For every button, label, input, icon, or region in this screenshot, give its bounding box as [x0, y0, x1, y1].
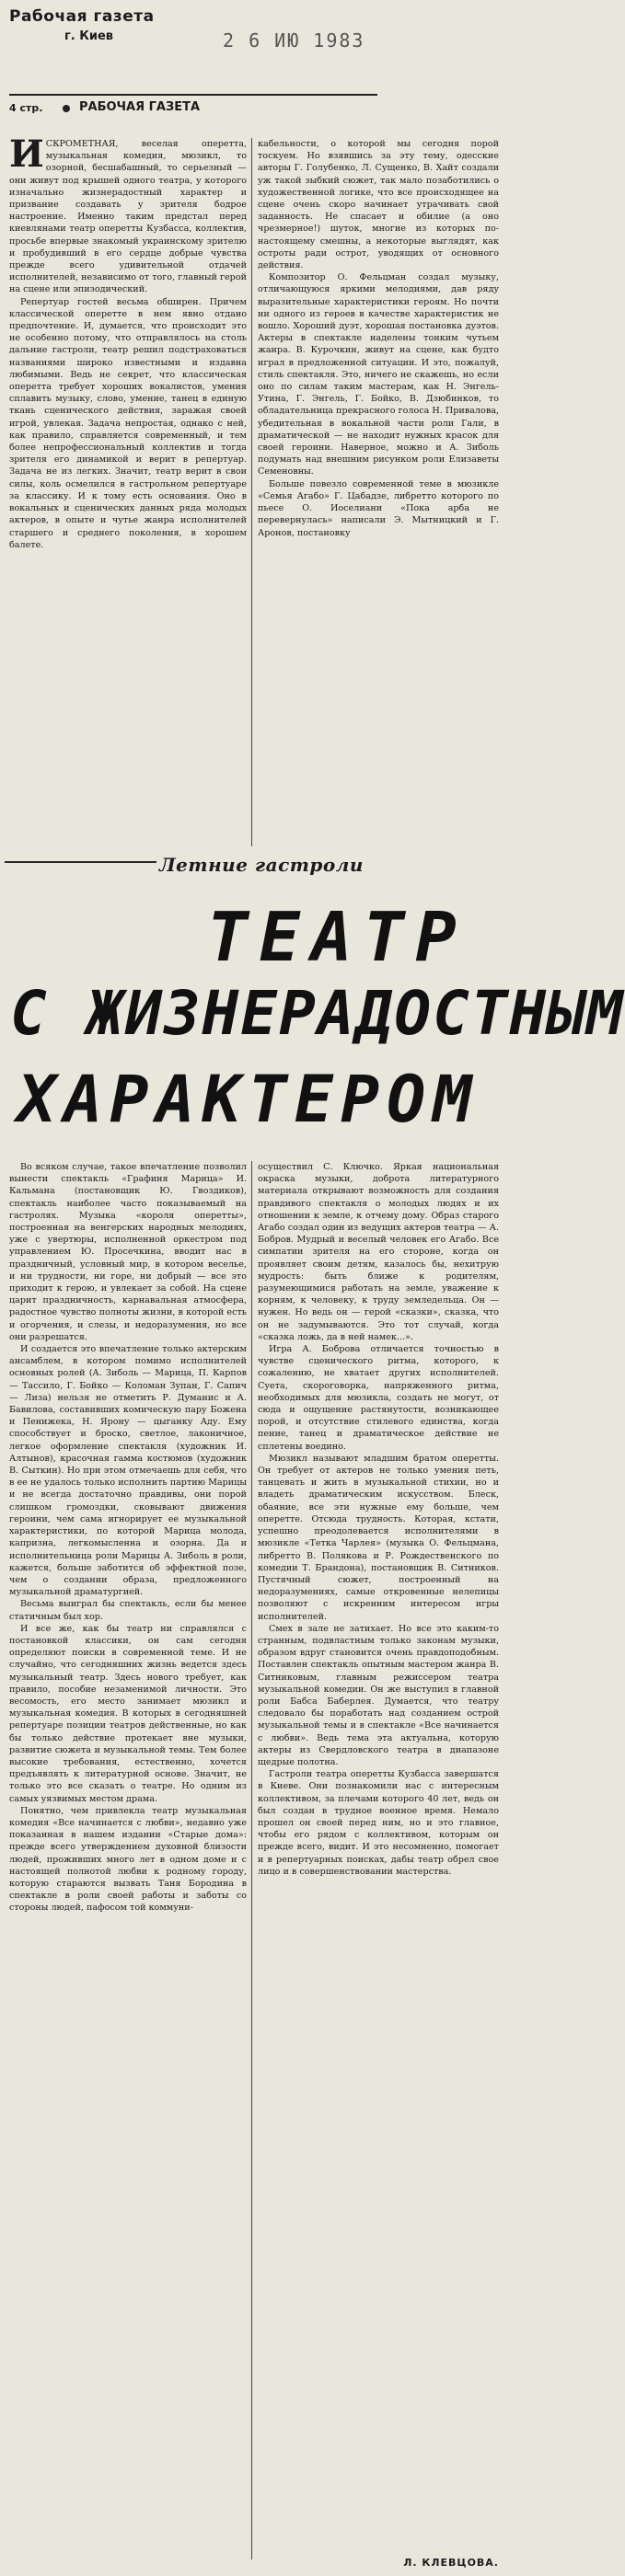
- paper-name: РАБОЧАЯ ГАЗЕТА: [79, 100, 201, 114]
- column-divider: [251, 1161, 252, 2559]
- paragraph: Во всяком случае, такое впечатление позволил вынести спектакль «Графиня Марица» И. Кальмана (постановщик Ю. Гвоздиков), спектакль наиболее часто показываемый на гастролях. Музыка «короля оперетты», построенная на венгерских народных мелодиях, уже с увертюры, исполненной оркестром под управлением Ю. Просечкина, вводит нас в праздничный, условный мир, в котором веселье, и ни трудности, ни горе, ни добрый — все это приходит к герою, и увлекает за собой. На сцене царит праздничность, карнавальная атмосфера, радостное чувство полноты жизни, в которой есть и огорчения, и слезы, и недоразумения, но все они разрешатся.: [9, 1162, 247, 1342]
- paragraph: Мюзикл называют младшим братом оперетты. Он требует от актеров не только умения петь, танцевать и жить в музыкальной стихии, но и владеть драматическим искусством. Блеск, обаяние, все эти нужные ему больше, чем оперетте. Отсюда трудность. Которая, кстати, успешно преодолевается исполнителями в мюзикле «Тетка Чарлея» (музыка О. Фельцмана, либретто В. Полякова и Р. Рождественского по комедии Т. Брандона), постановщик В. Ситников. Пустячный сюжет, построенный на недоразумениях, самые откровенные нелепицы позволяют с искренним интересом игры исполнителей.: [258, 1453, 499, 1622]
- column-bottom-left: [9, 1161, 247, 2559]
- author-signature: Л. КЛЕВЦОВА.: [403, 2557, 499, 2569]
- column-bottom-right: [258, 1161, 499, 2541]
- column-divider: [251, 138, 252, 846]
- paragraph: Понятно, чем привлекла театр музыкальная комедия «Все начинается с любви», недавно уже показанная в нашем издании «Старые дома»: прежде всего утверждением духовной близости людей, проживших много лет в одном доме и с настоящей полнотой любви к родному городу, которую стараются вызвать Таня Бородина в спектакле в роли своей работы и заботы со стороны людей, пафосом той коммуни-: [9, 1805, 247, 1914]
- paragraph: СКРОМЕТНАЯ, веселая оперетта, музыкальная комедия, мюзикл, то озорной, бесшабашный, то серьезный — они живут под крышей одного театра, у которого изначально жизнерадостный характер и призвание создавать у зрителя бодрое настроение. Именно таким предстал перед киевлянами театр оперетты Кузбасса, коллектив, просьбе впервые знакомый украинскому зрителю и пробудивший в его сердце добрые чувства прежде всего удивительной отдачей исполнителей, независимо от того, главный герой на сцене или эпизодический.: [9, 139, 247, 295]
- page-header: [9, 0, 499, 114]
- headline-line-2: С ЖИЗНЕРАДОСТНЫМ: [10, 978, 625, 1049]
- paragraph: кабельности, о которой мы сегодня порой тоскуем. Но взявшись за эту тему, одесские авторы Г. Голубенко, Л. Сущенко, В. Хайт создали уж такой зыбкий сюжет, так мало позаботились о художественной логике, что все происходящее на сцене очень скоро начинает утрачивать свой заданность. Не спасает и обилие (а оно чрезмерное!) шуток, многие из которых по-настоящему смешны, а некоторые выглядят, как остроты ради острот, уводящих от основного действия.: [258, 139, 499, 271]
- bullet-icon: [63, 105, 70, 112]
- paragraph: осуществил С. Ключко. Яркая национальная окраска музыки, доброта литературного материала открывают возможность для создания правдивого спектакля о молодых людях и их отношении к земле, к отчему дому. Образ старого Агабо создал один из ведущих актеров театра — А. Бобров. Мудрый и веселый человек его Агабо. Все симпатии зрителя на его стороне, когда он проявляет своим детям, казалось бы, нехитрую мудрость: быть ближе к родителям, разумеющимися работать на земле, уважение к корням, к человеку, к труду земледельца. Он — нужен. Но ведь он — герой «сказки», сказка, что он не задумываются. Это тот случай, когда «сказка ложь, да в ней намек...».: [258, 1162, 499, 1342]
- date-stamp: 2 6 ИЮ 1983: [223, 29, 365, 52]
- rubric: Летние гастроли: [159, 854, 364, 876]
- paragraph: Репертуар гостей весьма обширен. Причем классической оперетте в нем явно отдано предпочтение. И, думается, что происходит это не особенно потому, что отправлялось на столь дальние гастроли, театр решил подстраховаться названиями широко известными и издавна любимыми. Ведь не секрет, что классическая оперетта требует хороших вокалистов, умения сплавить музыку, слово, умение, танец в единую ткань сценического действия, заражая своей игрой, увлекая. Задача непростая, однако с ней, как правило, справляется современный, и тем более непрофессиональный коллектив и тогда зрителя его динамикой и верит в репертуар. Задача не из легких. Значит, театр верит в свои силы, коль осмелился в гастрольном репертуаре за классику. И к тому есть основания. Оно в вокальных и сценических данных ряда молодых актеров, в опыте и чутье жанра исполнителей старшего и среднего поколения, в хорошем балете.: [9, 296, 247, 550]
- page-number: 4 стр.: [9, 102, 43, 114]
- paragraph: Смех в зале не затихает. Но все это каким-то странным, подвластным только законам музыки, образом вдруг становится очень правдоподобным. Поставлен спектакль опытным мастером жанра В. Ситниковым, главным режиссером театра музыкальной комедии. Он же выступил в главной роли Бабса Баберлея. Думается, что театру следовало бы поработать над созданием острой музыкальной темы и в спектакле «Все начинается с любви». Ведь тема эта актуальна, которую актеры из Свердловского театра в диапазоне щедрые полотна.: [258, 1623, 499, 1767]
- paragraph: Композитор О. Фельцман создал музыку, отличающуюся яркими мелодиями, дав ряду выразительные характеристики героям. Но почти ни одного из героев в качестве характеристик не вошло. Хороший дуэт, хорошая постановка дуэтов. Актеры в спектакле наделены тонким чутьем жанра. В. Курочкин, живут на сцене, как будто играл в предложенной ситуации. И это, пожалуй, стиль спектакля. Это, ничего не скажешь, но если оно по силам таким мастерам, как Н. Энгель-Утина, Г. Энгель, Г. Бойко, В. Дзюбинков, то обладательница прекрасного голоса Н. Привалова, убедительная в вокальной части роли Гали, в драматической — не находит нужных красок для своей героини. Наверное, можно и А. Зиболь подумать над внешним рисунком роли Елизаветы Семеновны.: [258, 272, 499, 477]
- paragraph: Больше повезло современной теме в мюзикле «Семья Агабо» Г. Цабадзе, либретто которого по пьесе О. Иоселиани «Пока арба не перевернулась» написали Э. Мытницкий и Г. Аронов, постановку: [258, 478, 499, 538]
- headline-line-3: ХАРАКТЕРОМ: [17, 1062, 480, 1137]
- paragraph: И создается это впечатление только актерским ансамблем, в котором помимо исполнителей основных ролей (А. Зиболь — Марица, П. Карпов — Тассило, Г. Бойко — Коломан Зупан, Г. Сапич — Лиза) нельзя не отметить Р. Думанис и А. Бавилова, составивших комическую пару Божена и Пенижека, Н. Ярону — цыганку Аду. Ему способствует и броско, светлое, лаконичное, легкое оформление спектакля (художник И. Алтынов), красочная гамма костюмов (художник В. Сыткин). Но при этом отмечаешь для себя, что в ее не удалось только исполнить партию Марицы и не всегда достаточно правдивы, они порой слишком громоздки, сковывают движения героини, чем сама игнорирует ее музыкальной характеристики, по которой Марица молода, капризна, легкомысленна и озорна. Да и исполнительница роли Марицы А. Зиболь в роли, кажется, больше заботится об эффектной позе, чем о создании образа, предложенного музыкальной драматургией.: [9, 1344, 247, 1598]
- column-top-left: [9, 132, 247, 846]
- column-top-right: [258, 138, 499, 846]
- masthead: Рабочая газета: [9, 7, 155, 26]
- paragraph: Весьма выиграл бы спектакль, если бы менее статичным был хор.: [9, 1599, 247, 1622]
- paragraph: Игра А. Боброва отличается точностью в чувстве сценического ритма, которого, к сожалению, не хватает других исполнителей. Суета, скороговорка, напряженного ритма, необходимых для мюзикла, создать не могут, от сюда и ощущение растянутости, возникающее порой, и отсутствие стилевого единства, когда пение, танец и драматическое действие не сплетены воедино.: [258, 1344, 499, 1452]
- header-divider: [9, 94, 377, 96]
- dropcap: И: [9, 132, 44, 176]
- headline-block: [5, 854, 625, 1153]
- rubric-rule: [5, 861, 156, 889]
- paragraph: И все же, как бы театр ни справлялся с постановкой классики, он сам сегодня определяют поиски в современной теме. И не случайно, что сегодняшних жизнь ведется здесь музыкальный театр. Здесь нового требует, как правило, пособие незаменимой личности. Это весомость, его место занимает мюзикл и музыкальная комедия. В которых в сегодняшней репертуаре позиции театров действенные, но как бы только действие протекает вне музыки, развитие сюжета и музыкальной темы. Тем более высокие требования, естественно, хочется предъявлять к литературной основе. Значит, не только это все сказать о театре. Но одним из самых уязвимых местом драма.: [9, 1623, 247, 1804]
- headline-line-1: ТЕАТР: [207, 898, 468, 977]
- paragraph: Гастроли театра оперетты Кузбасса завершатся в Киеве. Они познакомили нас с интересным коллективом, за плечами которого 40 лет, ведь он был создан в трудное военное время. Немало прошел он своей перед ним, но и это главное, чтобы его рядом с коллективом, которым он прежде всего, видит. И это несомненно, помогает и в репертуарных поисках, дабы театр обрел свое лицо и в совершенствовании мастерства.: [258, 1769, 499, 1877]
- city-label: г. Киев: [64, 29, 114, 43]
